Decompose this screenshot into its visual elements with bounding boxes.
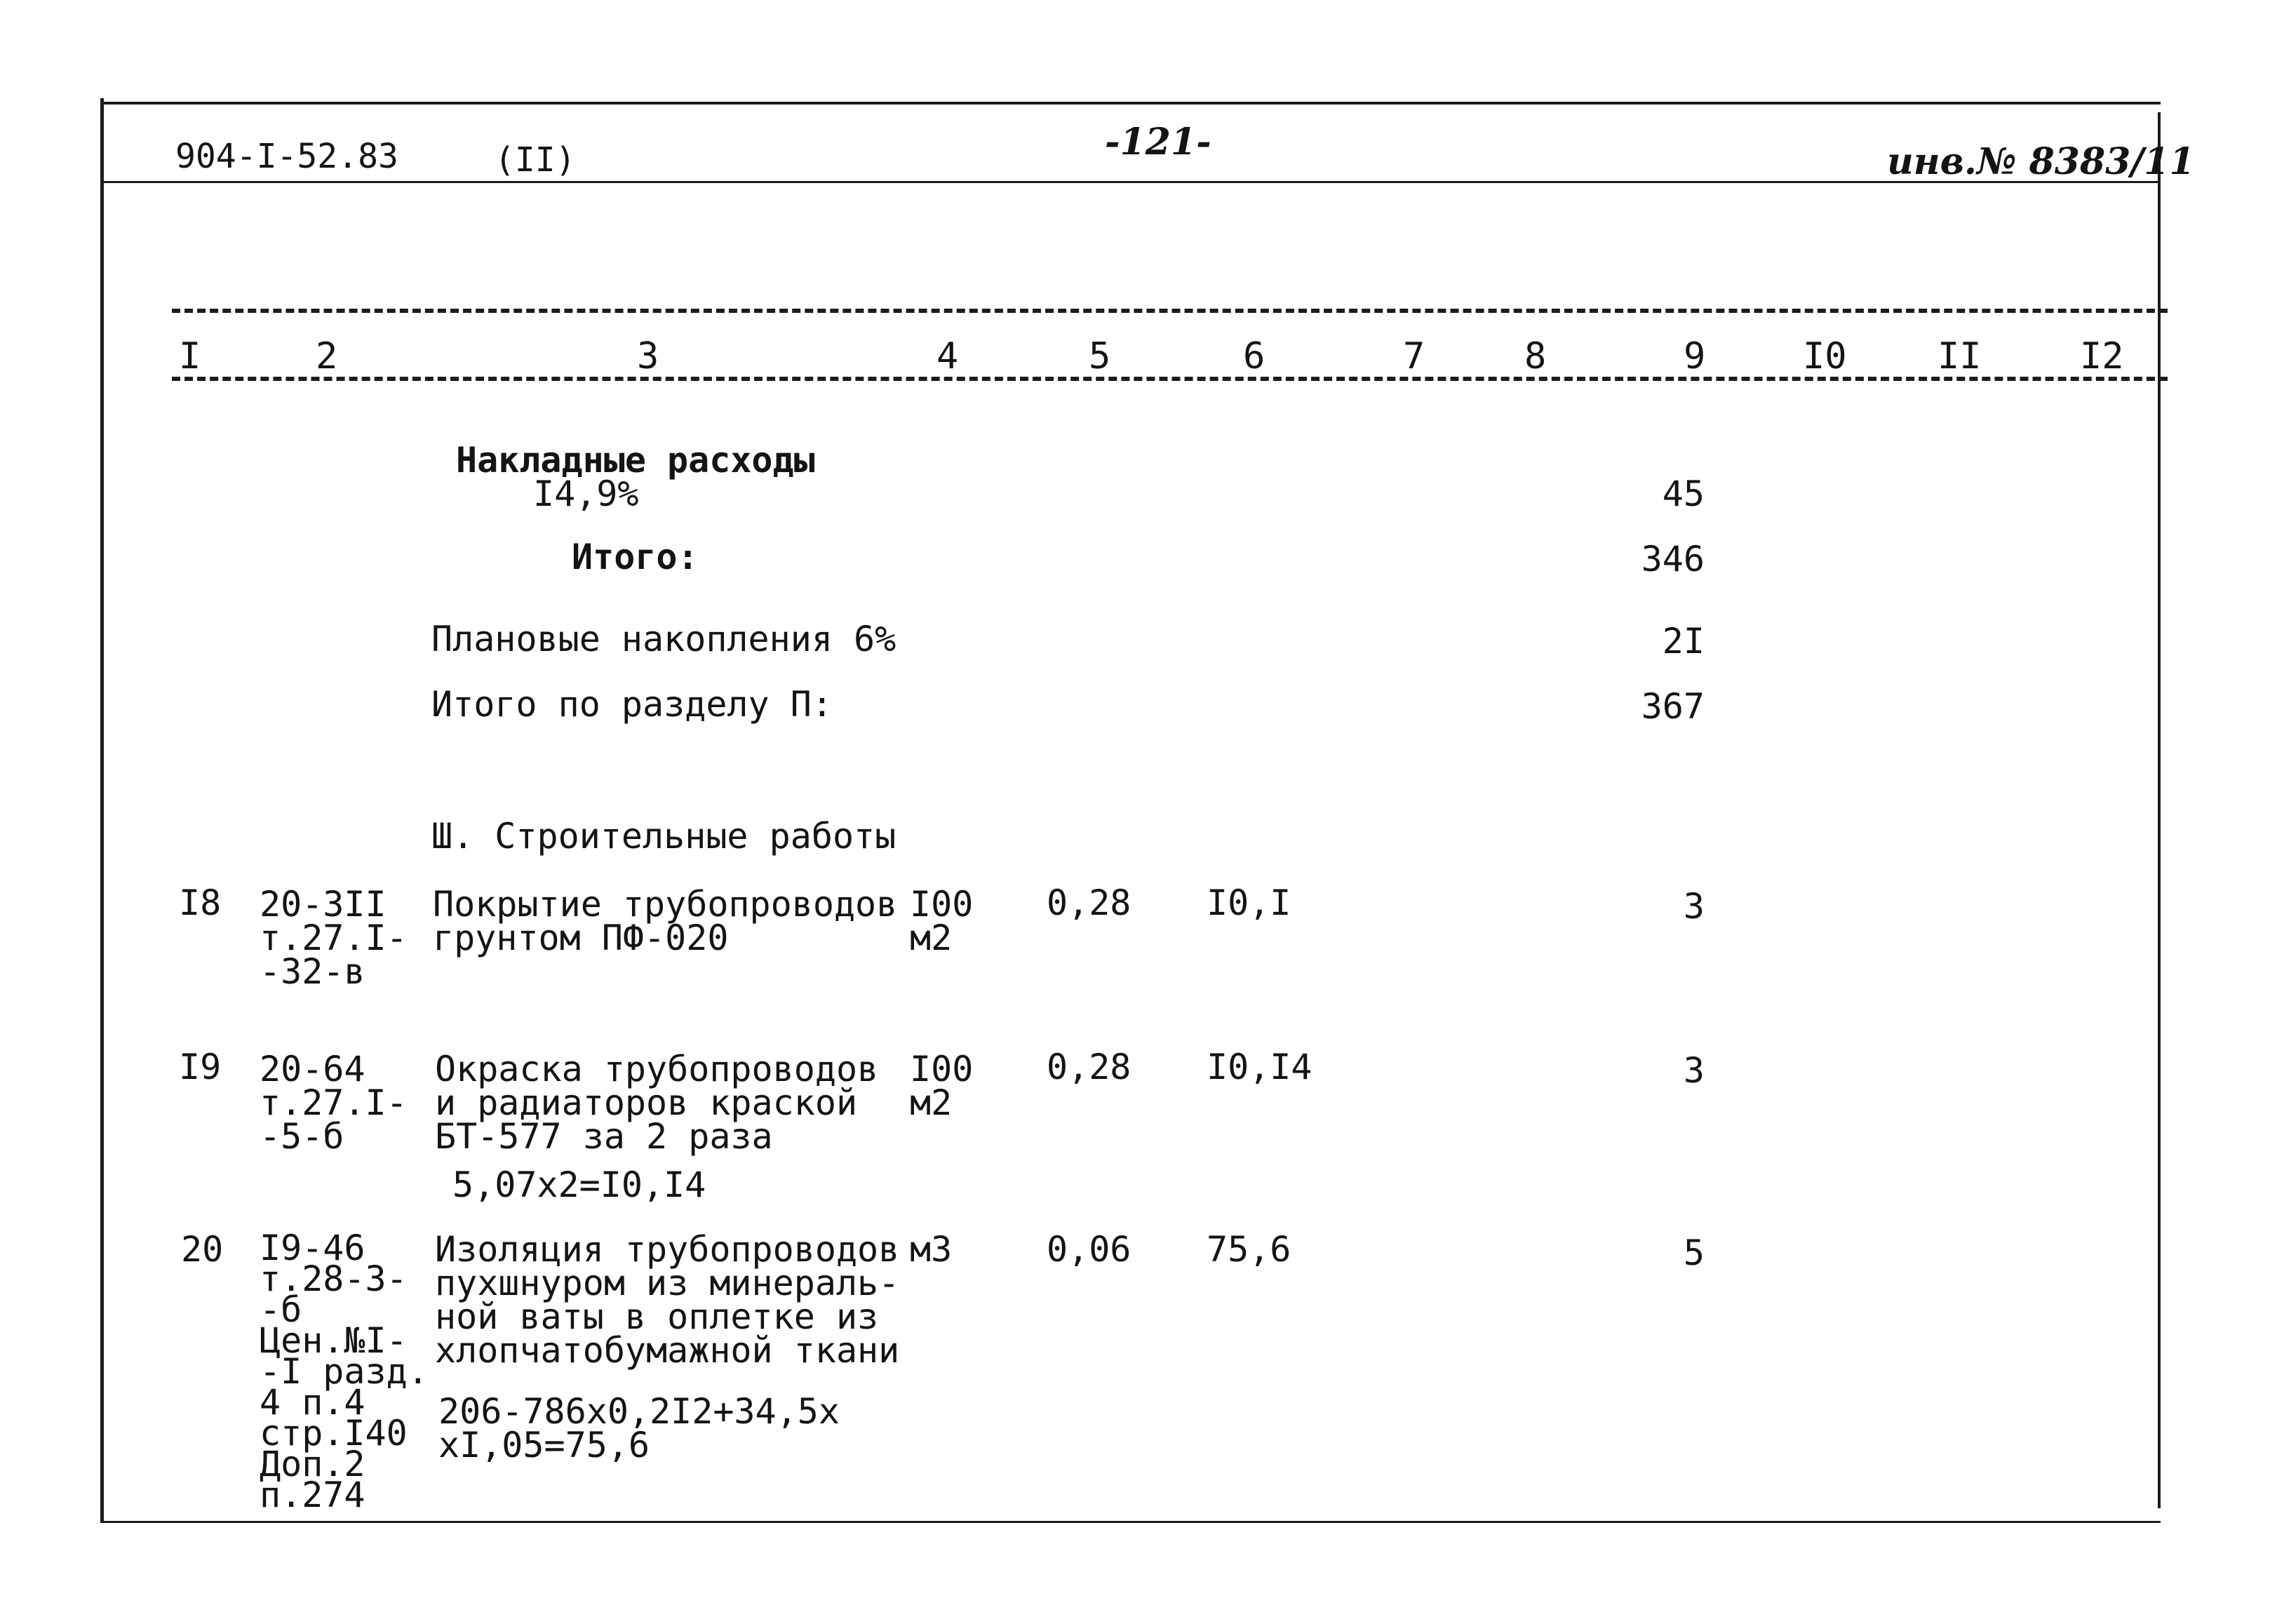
- row-total: 3: [1683, 886, 1705, 927]
- row-unit: м3: [910, 1229, 953, 1270]
- header-underline: [100, 181, 2161, 183]
- section-total-label: Итого по разделу П:: [431, 684, 833, 725]
- column-number: 3: [637, 335, 659, 377]
- row-total: 3: [1683, 1050, 1705, 1091]
- row-unit: I00 м2: [910, 884, 974, 958]
- planned-label: Плановые накопления 6%: [431, 619, 896, 659]
- row-number: I9: [179, 1047, 222, 1087]
- column-number: 6: [1243, 335, 1265, 377]
- planned-value: 2I: [1662, 621, 1705, 662]
- column-header-bottom-dash: [172, 377, 2168, 381]
- column-number: I0: [1803, 335, 1847, 377]
- frame-left-border: [100, 98, 104, 1522]
- section-total-value: 367: [1641, 686, 1705, 727]
- row-code: 20-3II т.27.I- -32-в: [260, 884, 408, 992]
- page-number: -121-: [1105, 121, 1211, 163]
- column-number: 2: [316, 335, 338, 377]
- row-quantity: 0,28: [1047, 1047, 1131, 1087]
- row-number: I8: [179, 883, 222, 923]
- row-description: Изоляция трубопроводов пухшнуром из минераль- ной ваты в оплетке из хлопчатобумажной ткани: [435, 1229, 900, 1371]
- row-calculation: 5,07x2=I0,I4: [452, 1165, 706, 1205]
- section-title: Ш. Строительные работы: [431, 816, 896, 857]
- frame-bottom-border: [100, 1521, 2161, 1523]
- row-price: 75,6: [1207, 1229, 1291, 1270]
- column-number: 7: [1403, 335, 1425, 377]
- column-number: 9: [1684, 335, 1706, 377]
- column-number: I2: [2080, 335, 2124, 377]
- total-label: Итого:: [572, 537, 699, 577]
- row-unit: I00 м2: [910, 1049, 974, 1123]
- row-quantity: 0,28: [1047, 883, 1131, 923]
- doc-part: (II): [495, 140, 576, 180]
- row-price: I0,I: [1207, 883, 1291, 923]
- overhead-percent: I4,9%: [533, 474, 639, 514]
- row-quantity: 0,06: [1047, 1229, 1131, 1270]
- row-price: I0,I4: [1207, 1047, 1312, 1087]
- row-total: 5: [1683, 1233, 1705, 1273]
- row-code: 20-64 т.27.I- -5-б: [260, 1049, 408, 1157]
- row-calculation: 206-786x0,2I2+34,5x xI,05=75,6: [438, 1391, 840, 1465]
- frame-top-border: [100, 102, 2161, 105]
- column-number: 5: [1089, 335, 1111, 377]
- row-description: Покрытие трубопроводов грунтом ПФ-020: [433, 884, 898, 958]
- column-number: 8: [1524, 335, 1547, 377]
- doc-code: 904-I-52.83: [175, 137, 398, 176]
- column-number: 4: [936, 335, 959, 377]
- overhead-value: 45: [1662, 474, 1705, 514]
- total-value: 346: [1641, 539, 1705, 579]
- inventory-number: инв.№ 8383/11: [1887, 140, 2195, 183]
- column-header-top-dash: [172, 309, 2168, 313]
- column-number: I: [179, 335, 201, 377]
- row-description: Окраска трубопроводов и радиаторов краской БТ-577 за 2 раза: [435, 1049, 879, 1157]
- row-code: I9-46 т.28-3- -б Цен.№I- -I разд. 4 п.4 стр.I40 Доп.2 п.274: [260, 1228, 429, 1515]
- frame-right-border: [2158, 112, 2161, 1508]
- row-number: 20: [181, 1229, 224, 1270]
- overhead-label: Накладные расходы: [456, 440, 815, 481]
- column-number: II: [1937, 335, 1982, 377]
